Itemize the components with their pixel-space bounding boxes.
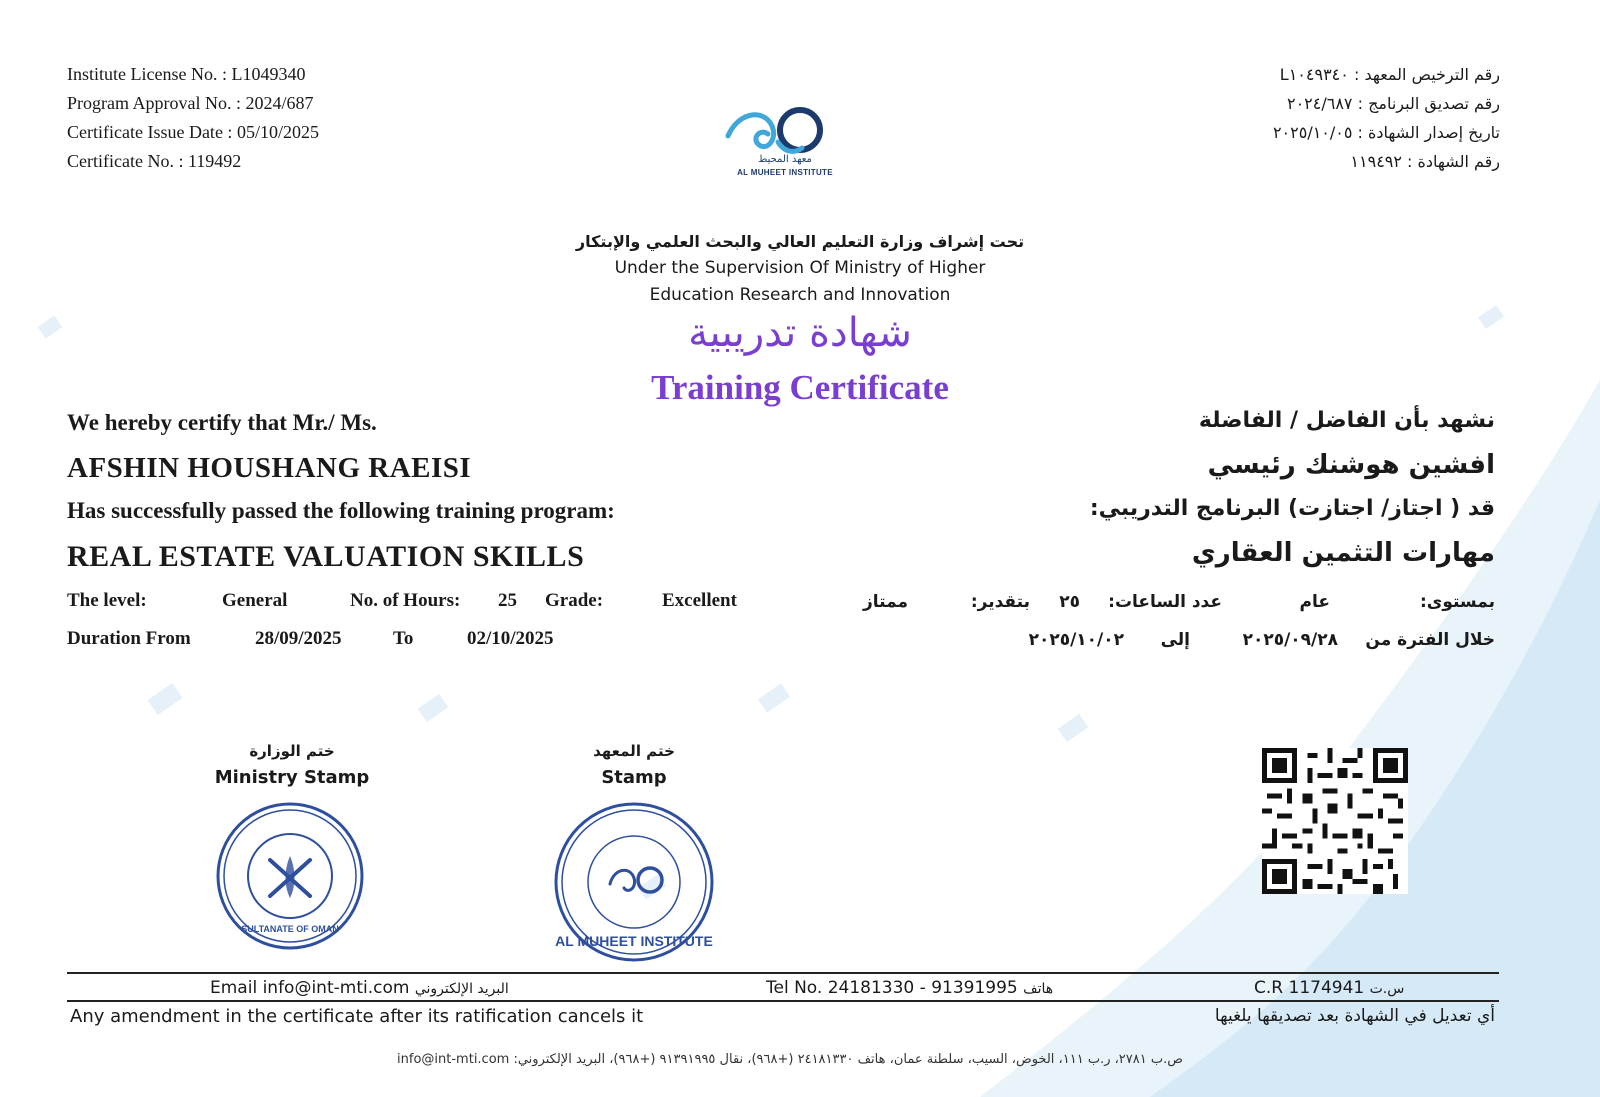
- program-name-en: REAL ESTATE VALUATION SKILLS: [67, 540, 585, 573]
- amendment-note-ar: أي تعديل في الشهادة بعد تصديقها يلغيها: [1214, 1006, 1495, 1026]
- supervision-ar: تحت إشراف وزارة التعليم العالي والبحث العلمي والإبتكار: [575, 232, 1025, 251]
- level-value-ar: عام: [1299, 592, 1330, 612]
- level-value-en: General: [222, 590, 288, 611]
- cr-label: C.R: [1254, 978, 1284, 998]
- program-name-ar: مهارات التثمين العقاري: [1191, 538, 1495, 568]
- certificate-title-ar: شهادة تدريبية: [688, 310, 912, 356]
- approval-line: Program Approval No. : 2024/687: [67, 93, 314, 113]
- institute-stamp-label-ar: ختم المعهد: [593, 742, 675, 760]
- level-label-en: The level:: [67, 590, 147, 611]
- to-date-en: 02/10/2025: [467, 628, 554, 649]
- from-date-en: 28/09/2025: [255, 628, 342, 649]
- amendment-note-en: Any amendment in the certificate after its ratification cancels it: [70, 1006, 644, 1027]
- logo-name-en: AL MUHEET INSTITUTE: [737, 168, 833, 177]
- hours-label-en: No. of Hours:: [350, 590, 461, 611]
- duration-label-ar: خلال الفترة من: [1365, 630, 1495, 650]
- footer-tel: [766, 978, 1053, 998]
- to-label-ar: إلى: [1160, 630, 1190, 650]
- license-line: Institute License No. : L1049340: [67, 64, 306, 84]
- certificate-number-line: Certificate No. : 119492: [67, 151, 242, 171]
- header-info-en: [67, 60, 319, 176]
- issue-date-line-ar: تاريخ إصدار الشهادة : ٢٠٢٥/١٠/٠٥: [1272, 123, 1500, 142]
- institute-seal-text: AL MUHEET INSTITUTE: [555, 933, 713, 949]
- cr-value: 1174941: [1288, 978, 1365, 998]
- header-info-ar: [1273, 60, 1500, 176]
- certificate-title-en: Training Certificate: [651, 368, 949, 407]
- grade-label-ar: بتقدير:: [970, 592, 1030, 612]
- ministry-stamp-label-en: Ministry Stamp: [214, 767, 370, 788]
- duration-label-en: Duration From: [67, 628, 191, 649]
- certify-intro-ar: نشهد بأن الفاضل / الفاضلة: [1198, 408, 1495, 433]
- footer-email: [210, 978, 509, 998]
- institute-stamp-label-en: Stamp: [601, 767, 667, 788]
- recipient-name-en: AFSHIN HOUSHANG RAEISI: [67, 452, 472, 484]
- tel-value: 24181330 - 91391995: [827, 978, 1018, 998]
- issue-date-line: Certificate Issue Date : 05/10/2025: [67, 122, 319, 142]
- ministry-seal-icon: [214, 800, 366, 952]
- footer-rule-bottom: [67, 1000, 1499, 1002]
- footer-rule-top: [67, 972, 1499, 974]
- certificate-number-line-ar: رقم الشهادة : ١١٩٤٩٢: [1350, 152, 1500, 171]
- email-label: Email: [210, 978, 258, 998]
- certify-intro-en: We hereby certify that Mr./ Ms.: [67, 410, 377, 435]
- license-line-ar: رقم الترخيص المعهد : L١٠٤٩٣٤٠: [1279, 65, 1500, 84]
- qr-code-icon: [1262, 748, 1408, 894]
- passed-statement-ar: قد ( اجتاز/ اجتازت) البرنامج التدريبي:: [1089, 496, 1495, 521]
- grade-label-en: Grade:: [545, 590, 604, 611]
- institute-seal-icon: [552, 800, 716, 964]
- email-label-ar: البريد الإلكتروني: [414, 981, 509, 997]
- to-date-ar: ٢٠٢٥/١٠/٠٢: [1028, 630, 1124, 650]
- recipient-name-ar: افشين هوشنك رئيسي: [1207, 450, 1495, 480]
- passed-statement-en: Has successfully passed the following training program:: [67, 498, 615, 523]
- cr-label-ar: س.ت: [1369, 981, 1405, 997]
- supervision-en-line2: Education Research and Innovation: [649, 285, 951, 305]
- tel-label: Tel No.: [766, 978, 823, 998]
- level-label-ar: بمستوى:: [1419, 592, 1495, 612]
- logo-name-ar: معهد المحيط: [758, 154, 812, 165]
- hours-value-ar: ٢٥: [1059, 592, 1080, 612]
- ministry-stamp-label-ar: ختم الوزارة: [249, 742, 335, 760]
- supervision-en-line1: Under the Supervision Of Ministry of Higher: [614, 258, 986, 278]
- grade-value-en: Excellent: [662, 590, 737, 611]
- hours-label-ar: عدد الساعات:: [1108, 592, 1222, 612]
- address-line: ص.ب ٢٧٨١، ر.ب ١١١، الخوض، السيب، سلطنة عمان، هاتف ٢٤١٨١٣٣٠ (+٩٦٨)، نقال ٩١٣٩١٩٩٥ (+٩٦٨)، البريد الإلكتروني: info@int-mti.com: [397, 1052, 1183, 1067]
- footer-cr: [1254, 978, 1404, 998]
- email-value: info@int-mti.com: [262, 978, 410, 998]
- tel-label-ar: هاتف: [1023, 981, 1054, 997]
- grade-value-ar: ممتاز: [862, 592, 908, 612]
- to-label-en: To: [393, 628, 414, 649]
- approval-line-ar: رقم تصديق البرنامج : ٢٠٢٤/٦٨٧: [1286, 94, 1500, 113]
- hours-value-en: 25: [498, 590, 517, 611]
- ministry-seal-text: SULTANATE OF OMAN: [241, 924, 339, 934]
- from-date-ar: ٢٠٢٥/٠٩/٢٨: [1242, 630, 1338, 650]
